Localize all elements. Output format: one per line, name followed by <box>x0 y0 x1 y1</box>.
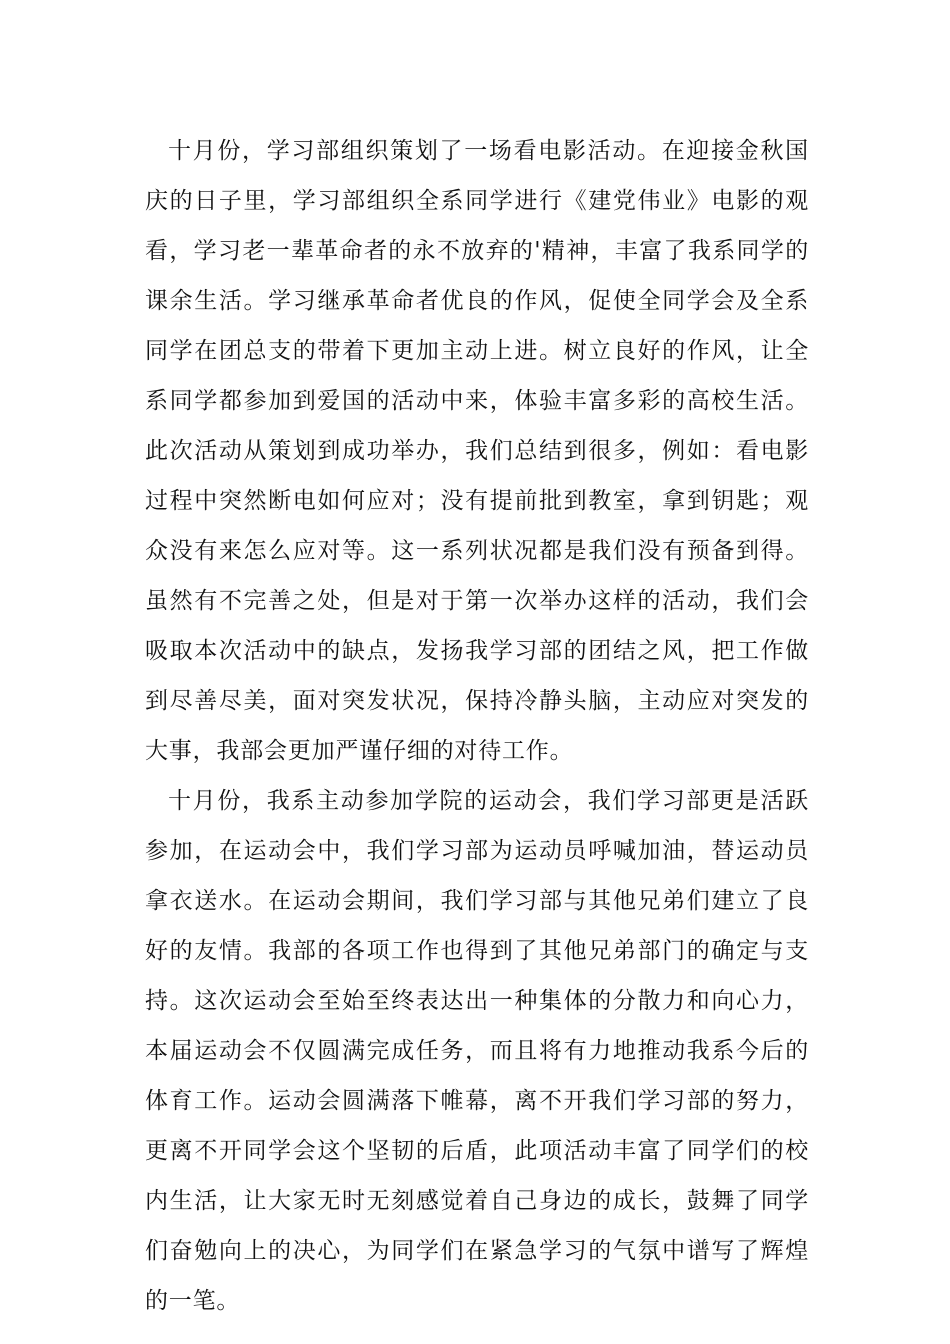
document-body <box>145 126 809 1326</box>
paragraph-film-activity: 十月份，学习部组织策划了一场看电影活动。在迎接金秋国庆的日子里，学习部组织全系同学进行《建党伟业》电影的观看，学习老一辈革命者的永不放弃的'精神，丰富了我系同学的课余生活。学习继承革命者优良的作风，促使全同学会及全系同学在团总支的带着下更加主动上进。树立良好的作风，让全系同学都参加到爱国的活动中来，体验丰富多彩的高校生活。此次活动从策划到成功举办，我们总结到很多，例如：看电影过程中突然断电如何应对；没有提前批到教室，拿到钥匙；观众没有来怎么应对等。这一系列状况都是我们没有预备到得。虽然有不完善之处，但是对于第一次举办这样的活动，我们会吸取本次活动中的缺点，发扬我学习部的团结之风，把工作做到尽善尽美，面对突发状况，保持冷静头脑，主动应对突发的大事，我部会更加严谨仔细的对待工作。 <box>145 138 809 764</box>
paragraph-sports-meet: 十月份，我系主动参加学院的运动会，我们学习部更是活跃参加，在运动会中，我们学习部为运动员呼喊加油，替运动员拿衣送水。在运动会期间，我们学习部与其他兄弟们建立了良好的友情。我部的各项工作也得到了其他兄弟部门的确定与支持。这次运动会至始至终表达出一种集体的分散力和向心力，本届运动会不仅圆满完成任务，而且将有力地推动我系今后的体育工作。运动会圆满落下帷幕，离不开我们学习部的努力，更离不开同学会这个坚韧的后盾，此项活动丰富了同学们的校内生活，让大家无时无刻感觉着自己身边的成长，鼓舞了同学们奋勉向上的决心，为同学们在紧急学习的气氛中谱写了辉煌的一笔。 <box>145 788 809 1314</box>
